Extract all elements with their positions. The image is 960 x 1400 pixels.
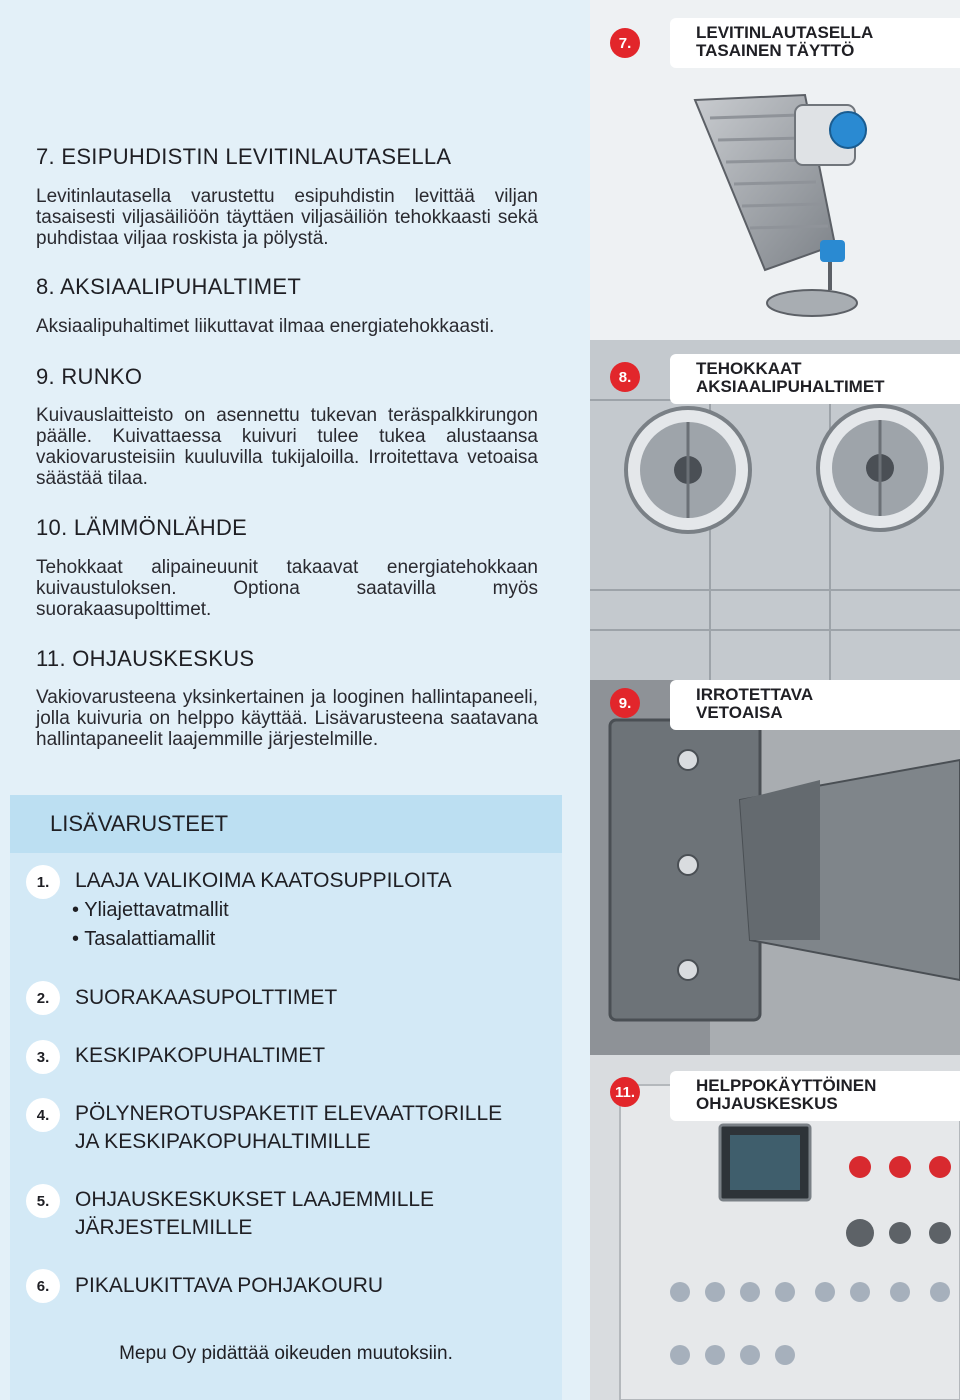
bolt-icon (678, 960, 698, 980)
accessory-number-4: 4. (26, 1098, 60, 1132)
section-body-11: Vakiovarusteena yksinkertainen ja looginen hallintapaneeli, jolla kuivuria on helppo käyttää. Lisävarusteena saatavana hallintapaneelit laajemmille järjestelmille. (36, 687, 538, 750)
accessory-number-3: 3. (26, 1040, 60, 1074)
section-body-10: Tehokkaat alipaineuunit takaavat energiatehokkaan kuivaustuloksen. Optiona saatavilla myös suorakaasupolttimet. (36, 557, 538, 620)
motor-bottom (820, 240, 845, 262)
motor-top (830, 112, 866, 148)
accessory-label-1: LAAJA VALIKOIMA KAATOSUPPILOITA (75, 869, 452, 892)
bolt-icon (678, 855, 698, 875)
accessory-number-1: 1. (26, 865, 60, 899)
badge-9: 9. (610, 688, 640, 718)
badge-8: 8. (610, 362, 640, 392)
accessories-title: LISÄVARUSTEET (50, 811, 229, 836)
section-heading-7: 7. ESIPUHDISTIN LEVITINLAUTASELLA (36, 144, 452, 169)
spreader-plate (767, 290, 857, 316)
section-heading-9: 9. RUNKO (36, 364, 143, 389)
panel-control-center (590, 1055, 960, 1400)
accessory-number-5: 5. (26, 1184, 60, 1218)
accessory-label-5: OHJAUSKESKUKSET LAAJEMMILLE JÄRJESTELMILLE (75, 1188, 435, 1239)
label-drawbar: IRROTETTAVA VETOAISA (670, 680, 960, 730)
axial-fan-right (818, 406, 942, 530)
section-heading-8: 8. AKSIAALIPUHALTIMET (36, 274, 302, 299)
label-control-center: HELPPOKÄYTTÖINEN OHJAUSKESKUS (670, 1071, 960, 1121)
accessories-box (10, 795, 562, 1400)
panel-axial-fans (590, 340, 960, 680)
drawbar-illustration (590, 680, 960, 1055)
badge-7: 7. (610, 28, 640, 58)
panel-drawbar (590, 680, 960, 1055)
panel-spreader (590, 0, 960, 340)
disclaimer-footer: Mepu Oy pidättää oikeuden muutoksiin. (119, 1343, 453, 1364)
section-body-8: Aksiaalipuhaltimet liikuttavat ilmaa energiatehokkaasti. (36, 316, 495, 337)
accessory-bullet-1b: • Tasalattiamallit (72, 928, 216, 950)
image-column (590, 0, 960, 1400)
accessory-number-2: 2. (26, 981, 60, 1015)
axial-fan-left (626, 408, 750, 532)
accessory-label-4: PÖLYNEROTUSPAKETIT ELEVAATTORILLE JA KESKIPAKOPUHALTIMILLE (75, 1102, 503, 1153)
red-buttons (849, 1156, 951, 1178)
bolt-icon (678, 750, 698, 770)
accessory-bullet-1a: • Yliajettavatmallit (72, 899, 229, 921)
section-body-7: Levitinlautasella varustettu esipuhdistin levittää viljan tasaisesti viljasäiliöön täyttäen viljasäiliön tehokkaasti sekä puhdistaa viljaa roskista ja pölystä. (36, 186, 538, 249)
accessory-label-6: PIKALUKITTAVA POHJAKOURU (75, 1274, 384, 1297)
accessories-header (10, 795, 562, 853)
selector-switches (846, 1219, 951, 1247)
accessory-label-3: KESKIPAKOPUHALTIMET (75, 1044, 326, 1067)
badge-11: 11. (610, 1077, 640, 1107)
section-body-9: Kuivauslaitteisto on asennettu tukevan teräspalkkirungon päälle. Kuivattaessa kuivuri tulee tukea alustaansa vakiovarusteisiin kuuluvilla tukijaloilla. Irroitettava vetoaisa säästää tilaa. (36, 405, 538, 489)
accessory-number-6: 6. (26, 1269, 60, 1303)
accessory-label-2: SUORAKAASUPOLTTIMET (75, 986, 338, 1009)
label-spreader: LEVITINLAUTASELLA TASAINEN TÄYTTÖ (670, 18, 960, 68)
section-heading-10: 10. LÄMMÖNLÄHDE (36, 515, 248, 540)
section-heading-11: 11. OHJAUSKESKUS (36, 646, 255, 671)
label-axial-fans: TEHOKKAAT AKSIAALIPUHALTIMET (670, 354, 960, 404)
